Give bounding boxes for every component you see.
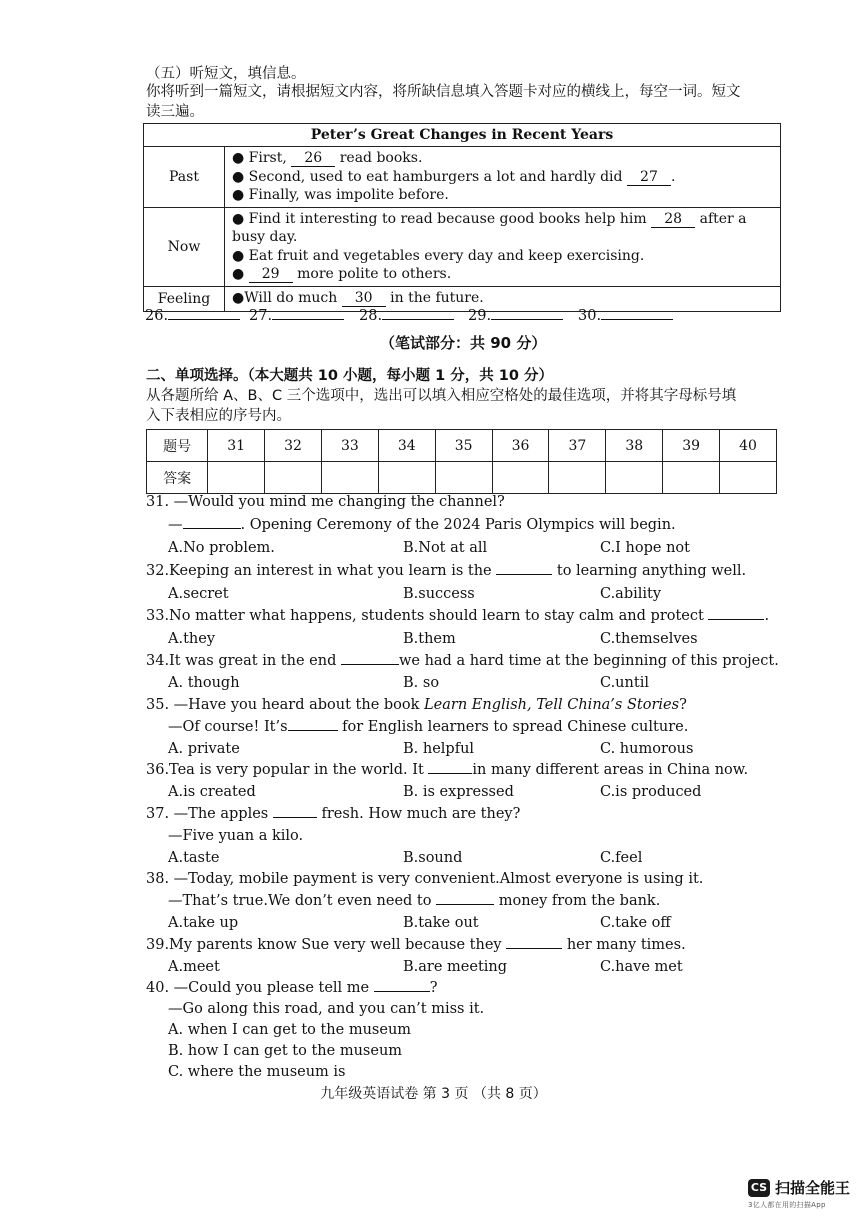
option-34-c[interactable]: C.until bbox=[600, 675, 649, 691]
text: —That’s true.We don’t even need to bbox=[168, 893, 437, 909]
cs-logo-icon: CS bbox=[748, 1179, 770, 1197]
text: fresh. How much are they? bbox=[316, 806, 521, 822]
option-31-c[interactable]: C.I hope not bbox=[600, 540, 690, 556]
answer-cell[interactable] bbox=[321, 462, 378, 494]
text: . Opening Ceremony of the 2024 Paris Olympics will begin. bbox=[240, 517, 676, 533]
line-text: read books. bbox=[335, 150, 423, 166]
option-32-a[interactable]: A.secret bbox=[168, 586, 229, 602]
section5-instruction-1: 你将听到一篇短文，请根据短文内容，将所缺信息填入答题卡对应的横线上，每空一词。短文 bbox=[146, 84, 741, 100]
line-text: in the future. bbox=[385, 290, 484, 307]
question-32-stem bbox=[146, 561, 746, 581]
answer-blank-30[interactable] bbox=[578, 306, 673, 326]
option-38-b[interactable]: B.take out bbox=[403, 915, 479, 931]
row-label-past: Past bbox=[144, 147, 225, 208]
table-row bbox=[144, 207, 781, 286]
answer-blank-28[interactable] bbox=[359, 306, 454, 326]
question-number: 40 bbox=[720, 430, 777, 462]
table-row bbox=[144, 147, 781, 208]
option-39-a[interactable]: A.meet bbox=[168, 959, 220, 975]
row-content-now bbox=[225, 207, 781, 286]
blank-number: 30. bbox=[578, 308, 602, 324]
info-table bbox=[143, 123, 781, 312]
option-39-c[interactable]: C.have met bbox=[600, 959, 683, 975]
option-39-b[interactable]: B.are meeting bbox=[403, 959, 508, 975]
section2-title: 二、单项选择。（本大题共 10 小题，每小题 1 分，共 10 分） bbox=[146, 368, 553, 384]
book-title: Learn English, Tell China’s Stories bbox=[424, 697, 680, 713]
row-label-now: Now bbox=[144, 207, 225, 286]
table-row bbox=[147, 462, 777, 494]
answer-blank-29[interactable] bbox=[468, 306, 563, 326]
question-38-stem: 38. —Today, mobile payment is very convenient.Almost everyone is using it. bbox=[146, 871, 704, 887]
page-footer: 九年级英语试卷 第 3 页 （共 8 页） bbox=[320, 1086, 547, 1102]
option-35-a[interactable]: A. private bbox=[168, 741, 240, 757]
question-33-stem bbox=[146, 606, 769, 626]
answer-cell[interactable] bbox=[663, 462, 720, 494]
section2-instruction-1: 从各题所给 A、B、C 三个选项中，选出可以填入相应空格处的最佳选项，并将其字母标号填 bbox=[146, 388, 737, 404]
text: ? bbox=[679, 697, 687, 713]
scanner-watermark bbox=[748, 1177, 850, 1210]
question-40-stem bbox=[146, 978, 438, 998]
answer-table-row2-label: 答案 bbox=[147, 462, 208, 494]
option-33-b[interactable]: B.them bbox=[403, 631, 456, 647]
line-text: ● First, bbox=[232, 150, 292, 166]
answer-blank-26[interactable] bbox=[145, 306, 240, 326]
answer-table-row1-label: 题号 bbox=[147, 430, 208, 462]
blank-26: 26 bbox=[291, 150, 335, 167]
text: 32.Keeping an interest in what you learn is the bbox=[146, 563, 497, 579]
option-35-c[interactable]: C. humorous bbox=[600, 741, 694, 757]
info-table-title: Peter’s Great Changes in Recent Years bbox=[144, 124, 781, 147]
text: 34.It was great in the end bbox=[146, 653, 341, 669]
option-40-c[interactable]: C. where the museum is bbox=[168, 1064, 346, 1080]
option-34-b[interactable]: B. so bbox=[403, 675, 440, 691]
answer-cell[interactable] bbox=[265, 462, 322, 494]
line-text: ● Finally, was impolite before. bbox=[232, 187, 449, 203]
text: her many times. bbox=[562, 937, 686, 953]
option-33-c[interactable]: C.themselves bbox=[600, 631, 698, 647]
option-37-a[interactable]: A.taste bbox=[168, 850, 220, 866]
question-31-stem: 31. —Would you mind me changing the channel? bbox=[146, 494, 505, 510]
text: for English learners to spread Chinese culture. bbox=[337, 719, 689, 735]
line-text: ● Eat fruit and vegetables every day and keep exercising. bbox=[232, 247, 645, 264]
line-text: . bbox=[670, 168, 676, 185]
row-content-past bbox=[225, 147, 781, 208]
option-36-c[interactable]: C.is produced bbox=[600, 784, 702, 800]
question-35-reply bbox=[168, 717, 688, 737]
row-label-feeling: Feeling bbox=[144, 286, 225, 311]
question-38-reply bbox=[168, 891, 660, 911]
blank-29: 29 bbox=[249, 266, 293, 283]
text: in many different areas in China now. bbox=[472, 762, 749, 778]
written-part-heading: （笔试部分：共 90 分） bbox=[380, 334, 547, 352]
option-36-b[interactable]: B. is expressed bbox=[403, 784, 514, 800]
option-35-b[interactable]: B. helpful bbox=[403, 741, 475, 757]
blank-number: 29. bbox=[468, 308, 492, 324]
answer-cell[interactable] bbox=[208, 462, 265, 494]
option-32-b[interactable]: B.success bbox=[403, 586, 475, 602]
line-text: ● bbox=[232, 266, 249, 282]
option-38-a[interactable]: A.take up bbox=[168, 915, 239, 931]
question-number: 35 bbox=[435, 430, 492, 462]
text: to learning anything well. bbox=[552, 563, 747, 579]
text: 33.No matter what happens, students should learn to stay calm and protect bbox=[146, 608, 709, 624]
question-37-reply: —Five yuan a kilo. bbox=[168, 828, 304, 844]
question-35-stem bbox=[146, 695, 687, 715]
question-number: 38 bbox=[606, 430, 663, 462]
question-number: 32 bbox=[265, 430, 322, 462]
question-number: 36 bbox=[492, 430, 549, 462]
option-33-a[interactable]: A.they bbox=[168, 631, 216, 647]
option-36-a[interactable]: A.is created bbox=[168, 784, 256, 800]
option-37-b[interactable]: B.sound bbox=[403, 850, 463, 866]
answer-blank-27[interactable] bbox=[249, 306, 344, 326]
question-36-stem bbox=[146, 760, 748, 780]
option-38-c[interactable]: C.take off bbox=[600, 915, 671, 931]
blank-27: 27 bbox=[627, 169, 671, 186]
section2-instruction-2: 入下表相应的序号内。 bbox=[146, 408, 291, 424]
line-text: ● Second, used to eat hamburgers a lot and hardly did bbox=[232, 168, 627, 185]
blank-30: 30 bbox=[342, 290, 386, 307]
question-number: 37 bbox=[549, 430, 606, 462]
option-37-c[interactable]: C.feel bbox=[600, 850, 643, 866]
text: money from the bank. bbox=[494, 893, 661, 909]
text: —Of course! It’s bbox=[168, 719, 288, 735]
option-31-a[interactable]: A.No problem. bbox=[168, 540, 275, 556]
answer-cell[interactable] bbox=[435, 462, 492, 494]
answer-cell[interactable] bbox=[606, 462, 663, 494]
line-text: ●Will do much bbox=[232, 290, 342, 307]
text: 39.My parents know Sue very well because they bbox=[146, 937, 507, 953]
question-31-reply bbox=[168, 515, 676, 535]
line-text: ● Find it interesting to read because good books help him bbox=[232, 210, 652, 227]
question-number: 34 bbox=[378, 430, 435, 462]
question-number: 33 bbox=[321, 430, 378, 462]
blank-number: 26. bbox=[145, 308, 169, 324]
answer-cell[interactable] bbox=[492, 462, 549, 494]
question-40-reply: —Go along this road, and you can’t miss it. bbox=[168, 1001, 485, 1017]
answer-cell[interactable] bbox=[378, 462, 435, 494]
blank-number: 28. bbox=[359, 308, 383, 324]
answer-cell[interactable] bbox=[720, 462, 777, 494]
question-number: 31 bbox=[208, 430, 265, 462]
text: — bbox=[168, 517, 183, 533]
section5-instruction-2: 读三遍。 bbox=[146, 104, 204, 120]
option-40-b[interactable]: B. how I can get to the museum bbox=[168, 1043, 403, 1059]
question-number: 39 bbox=[663, 430, 720, 462]
answer-table bbox=[146, 429, 777, 494]
text: 37. —The apples bbox=[146, 806, 273, 822]
scanner-tagline: 3亿人都在用的扫描App bbox=[748, 1201, 826, 1209]
text: 40. —Could you please tell me bbox=[146, 980, 374, 996]
option-31-b[interactable]: B.Not at all bbox=[403, 540, 488, 556]
text: . bbox=[764, 608, 770, 624]
question-39-stem bbox=[146, 935, 686, 955]
text: 36.Tea is very popular in the world. It bbox=[146, 762, 429, 778]
option-34-a[interactable]: A. though bbox=[168, 675, 240, 691]
line-text: more polite to others. bbox=[292, 266, 452, 282]
answer-cell[interactable] bbox=[549, 462, 606, 494]
section5-title: （五）听短文，填信息。 bbox=[146, 66, 306, 82]
text: ? bbox=[429, 980, 438, 996]
option-40-a[interactable]: A. when I can get to the museum bbox=[168, 1022, 412, 1038]
question-37-stem bbox=[146, 804, 520, 824]
scanner-app-name: 扫描全能王 bbox=[775, 1179, 851, 1197]
blank-28: 28 bbox=[651, 211, 695, 228]
blank-number: 27. bbox=[249, 308, 273, 324]
text: we had a hard time at the beginning of this project. bbox=[398, 653, 779, 669]
option-32-c[interactable]: C.ability bbox=[600, 586, 662, 602]
question-34-stem bbox=[146, 651, 779, 671]
line-text: after a busy day. bbox=[232, 210, 747, 245]
table-row bbox=[147, 430, 777, 462]
text: 35. —Have you heard about the book bbox=[146, 697, 425, 713]
